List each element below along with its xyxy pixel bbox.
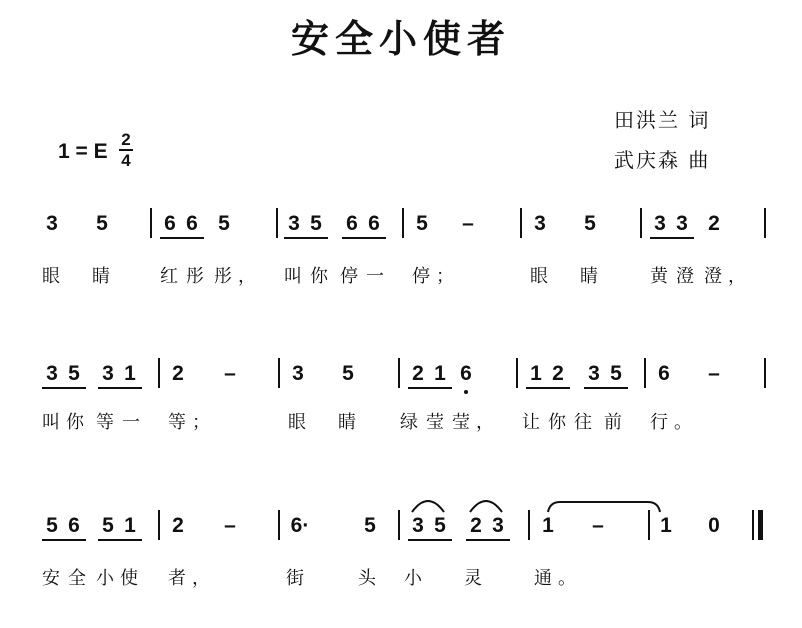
lyric-char: 者: [168, 568, 186, 589]
note: 5: [218, 212, 230, 235]
note: 5: [96, 212, 108, 235]
lyric-char: 让: [522, 412, 540, 433]
composer-credit: 武庆森 曲: [614, 148, 711, 172]
lyric-char: 一: [122, 412, 140, 433]
barline: [528, 510, 530, 540]
lyric-char: 彤: [186, 266, 204, 287]
dotted-note: 6·: [290, 514, 310, 537]
lyric-char: ，: [238, 266, 256, 287]
lyric-char: 灵: [464, 568, 482, 589]
lyric-char: 绿: [400, 412, 418, 433]
lyric-char: ；: [192, 412, 210, 433]
note: 3: [46, 212, 58, 235]
lyric-char: 睛: [338, 412, 356, 433]
lyric-char: ；: [436, 266, 454, 287]
note: 1: [434, 362, 446, 385]
eighth-beam: [408, 539, 452, 541]
note: 3: [288, 212, 300, 235]
lyric-char: 全: [68, 568, 86, 589]
lyric-char: 使: [120, 568, 138, 589]
lyric-char: 你: [310, 266, 328, 287]
note: 3: [676, 212, 688, 235]
note: 6: [68, 514, 80, 537]
lyric-char: 小: [404, 568, 422, 589]
lyric-char: 通: [534, 568, 552, 589]
note: 6: [368, 212, 380, 235]
lyric-char: ，: [728, 266, 746, 287]
note: 3: [492, 514, 504, 537]
lyric-char: 睛: [580, 266, 598, 287]
lyric-char: ，: [476, 412, 494, 433]
lyric-char: 行: [650, 412, 668, 433]
lyric-char: 街: [286, 568, 304, 589]
eighth-beam: [98, 539, 142, 541]
lyric-char: 一: [366, 266, 384, 287]
note: 0: [708, 514, 720, 537]
note: 5: [364, 514, 376, 537]
note: 1: [124, 514, 136, 537]
note: 3: [46, 362, 58, 385]
lyric-char: 彤: [214, 266, 232, 287]
key-signature: 1 = E: [58, 140, 108, 163]
lyric-char: 前: [604, 412, 622, 433]
note: 5: [46, 514, 58, 537]
barline: [158, 510, 160, 540]
dash: –: [224, 514, 236, 537]
lyric-char: 叫: [284, 266, 302, 287]
lyric-char: 往: [574, 412, 592, 433]
lyric-char: 你: [66, 412, 84, 433]
note: 2: [172, 514, 184, 537]
note: 1: [530, 362, 542, 385]
note: 3: [412, 514, 424, 537]
note: 2: [708, 212, 720, 235]
lyric-char: 等: [168, 412, 186, 433]
lyric-char: 叫: [42, 412, 60, 433]
note: 6: [346, 212, 358, 235]
note: 5: [610, 362, 622, 385]
note: 6: [164, 212, 176, 235]
note: 2: [412, 362, 424, 385]
lyric-char: 莹: [452, 412, 470, 433]
lyric-char: 眼: [288, 412, 306, 433]
eighth-beam: [466, 539, 510, 541]
time-signature-bottom: 4: [121, 151, 131, 170]
lyric-char: 头: [358, 568, 376, 589]
note: 3: [654, 212, 666, 235]
note: 3: [102, 362, 114, 385]
lyric-char: 睛: [92, 266, 110, 287]
note: 2: [470, 514, 482, 537]
note: 5: [434, 514, 446, 537]
lyric-char: 安: [42, 568, 60, 589]
final-barline-thin: [752, 510, 754, 540]
lyric-char: 。: [558, 568, 576, 589]
note: 2: [552, 362, 564, 385]
note: 6: [460, 362, 472, 385]
lyric-char: 。: [674, 412, 692, 433]
dash: –: [592, 514, 604, 537]
note: 6: [186, 212, 198, 235]
lyric-char: ，: [192, 568, 210, 589]
note: 1: [660, 514, 672, 537]
dash: –: [462, 212, 474, 235]
eighth-beam: [42, 539, 86, 541]
note: 5: [416, 212, 428, 235]
lyric-char: 你: [548, 412, 566, 433]
note: 3: [292, 362, 304, 385]
note: 5: [102, 514, 114, 537]
lyric-char: 红: [160, 266, 178, 287]
note: 5: [310, 212, 322, 235]
barline: [648, 510, 650, 540]
note: 2: [172, 362, 184, 385]
dash: –: [224, 362, 236, 385]
note: 3: [588, 362, 600, 385]
lyricist-credit: 田洪兰 词: [614, 108, 711, 132]
note: 5: [584, 212, 596, 235]
lyric-char: 等: [96, 412, 114, 433]
lyric-char: 停: [412, 266, 430, 287]
lyric-char: 澄: [704, 266, 722, 287]
lyric-char: 眼: [530, 266, 548, 287]
note: 1: [542, 514, 554, 537]
final-barline-thick: [758, 510, 763, 540]
lyric-char: 停: [340, 266, 358, 287]
note: 3: [534, 212, 546, 235]
lyric-char: 眼: [42, 266, 60, 287]
time-signature-top: 2: [121, 130, 131, 149]
note: 6: [658, 362, 670, 385]
note: 5: [342, 362, 354, 385]
barline: [278, 510, 280, 540]
song-title: 安全小使者: [290, 16, 511, 61]
note: 5: [68, 362, 80, 385]
lyric-char: 黄: [650, 266, 668, 287]
dash: –: [708, 362, 720, 385]
note: 1: [124, 362, 136, 385]
lyric-char: 小: [96, 568, 114, 589]
barline: [398, 510, 400, 540]
lyric-char: 莹: [426, 412, 444, 433]
lyric-char: 澄: [676, 266, 694, 287]
